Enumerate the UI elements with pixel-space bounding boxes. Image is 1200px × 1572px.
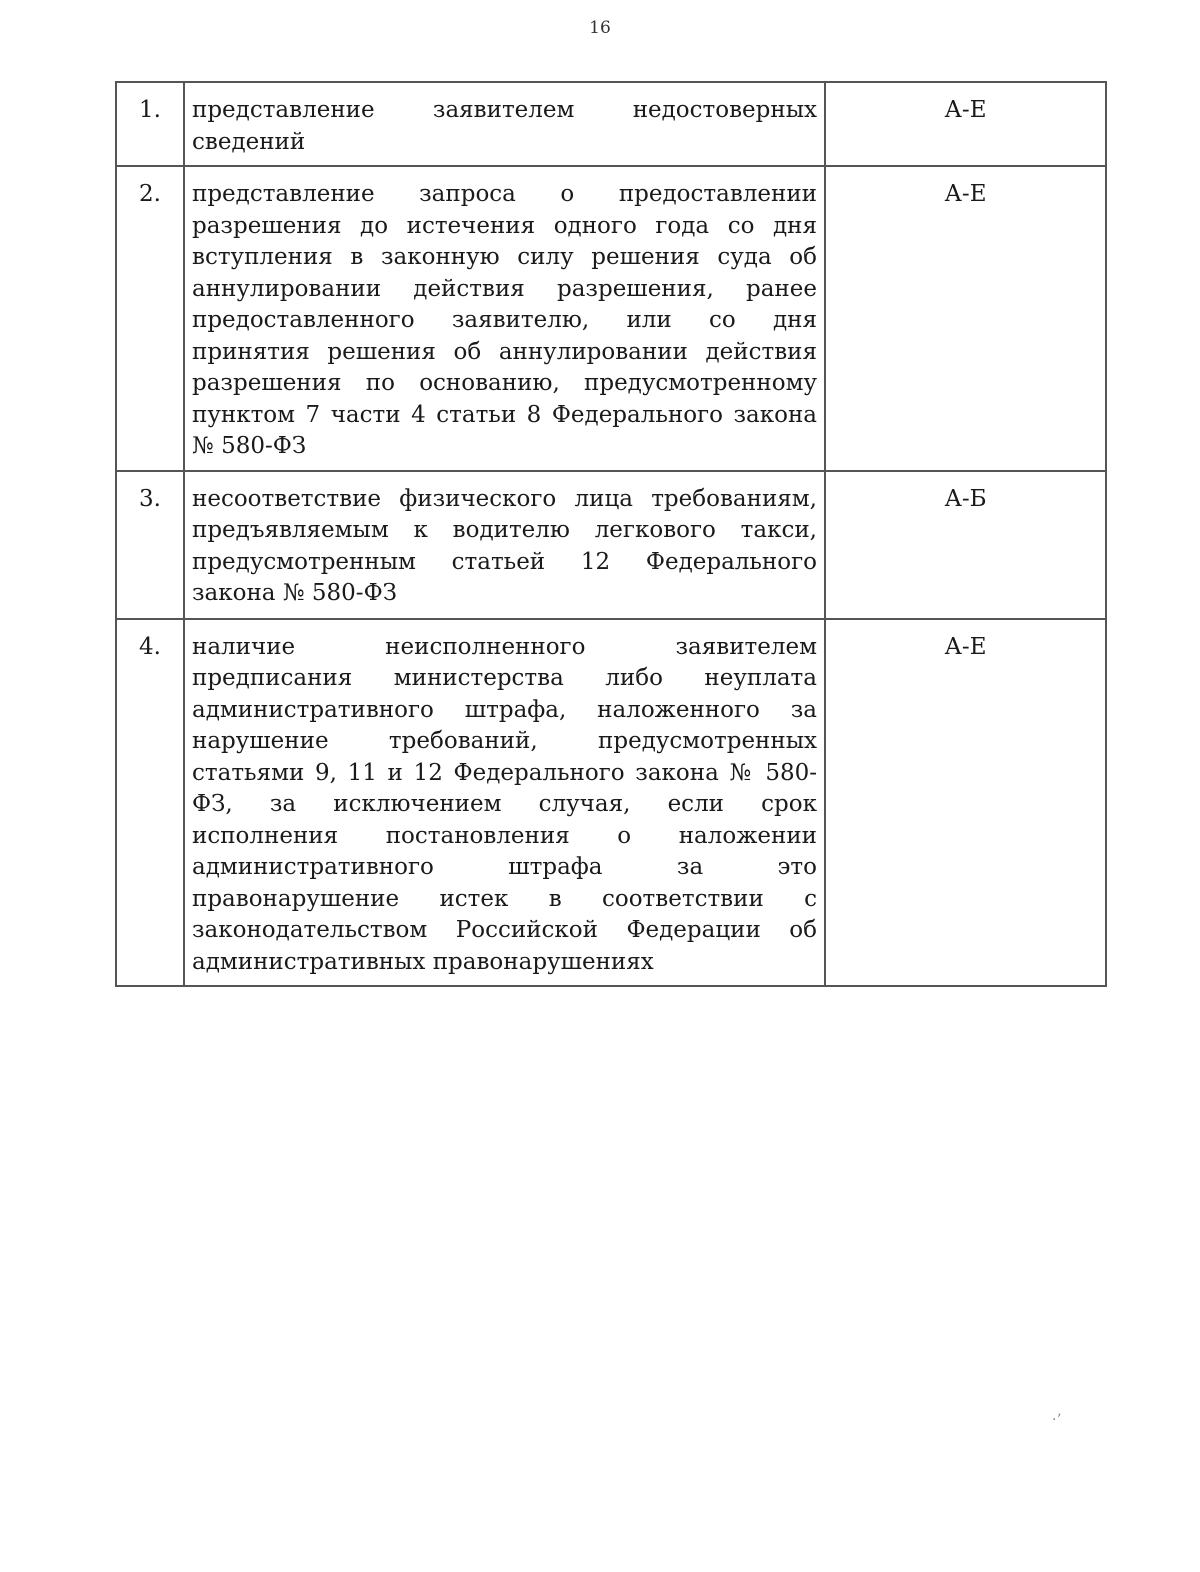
row-number: 4. [116, 619, 184, 987]
row-text: наличие неисполненного заявителем предписания министерства либо неуплата административного штрафа, наложенного за нарушение требований, предусмотренных статьями 9, 11 и 12 Федерального закона № 580-ФЗ, за исключением случая, если срок исполнения постановления о наложении административного штрафа за это правонарушение истек в соответствии с законодательством Российской Федерации об административных правонарушениях [184, 619, 825, 987]
row-code: А-Е [825, 82, 1106, 166]
table-row [116, 166, 1106, 471]
row-text: несоответствие физического лица требованиям, предъявляемым к водителю легкового такси, предусмотренным статьей 12 Федерального закона № 580-ФЗ [184, 471, 825, 619]
row-number: 1. [116, 82, 184, 166]
requirements-table [115, 81, 1107, 987]
row-text: представление запроса о предоставлении разрешения до истечения одного года со дня вступления в законную силу решения суда об аннулировании действия разрешения, ранее предоставленного заявителю, или со дня принятия решения об аннулировании действия разрешения по основанию, предусмотренному пунктом 7 части 4 статьи 8 Федерального закона № 580-ФЗ [184, 166, 825, 471]
scan-speck: ·ʼ [1052, 1412, 1061, 1428]
row-code: А-Б [825, 471, 1106, 619]
row-number: 2. [116, 166, 184, 471]
table-row [116, 471, 1106, 619]
page-number: 16 [589, 18, 611, 38]
row-code: А-Е [825, 619, 1106, 987]
table-row [116, 619, 1106, 987]
row-number: 3. [116, 471, 184, 619]
row-code: А-Е [825, 166, 1106, 471]
row-text: представление заявителем недостоверных сведений [184, 82, 825, 166]
table-row [116, 82, 1106, 166]
